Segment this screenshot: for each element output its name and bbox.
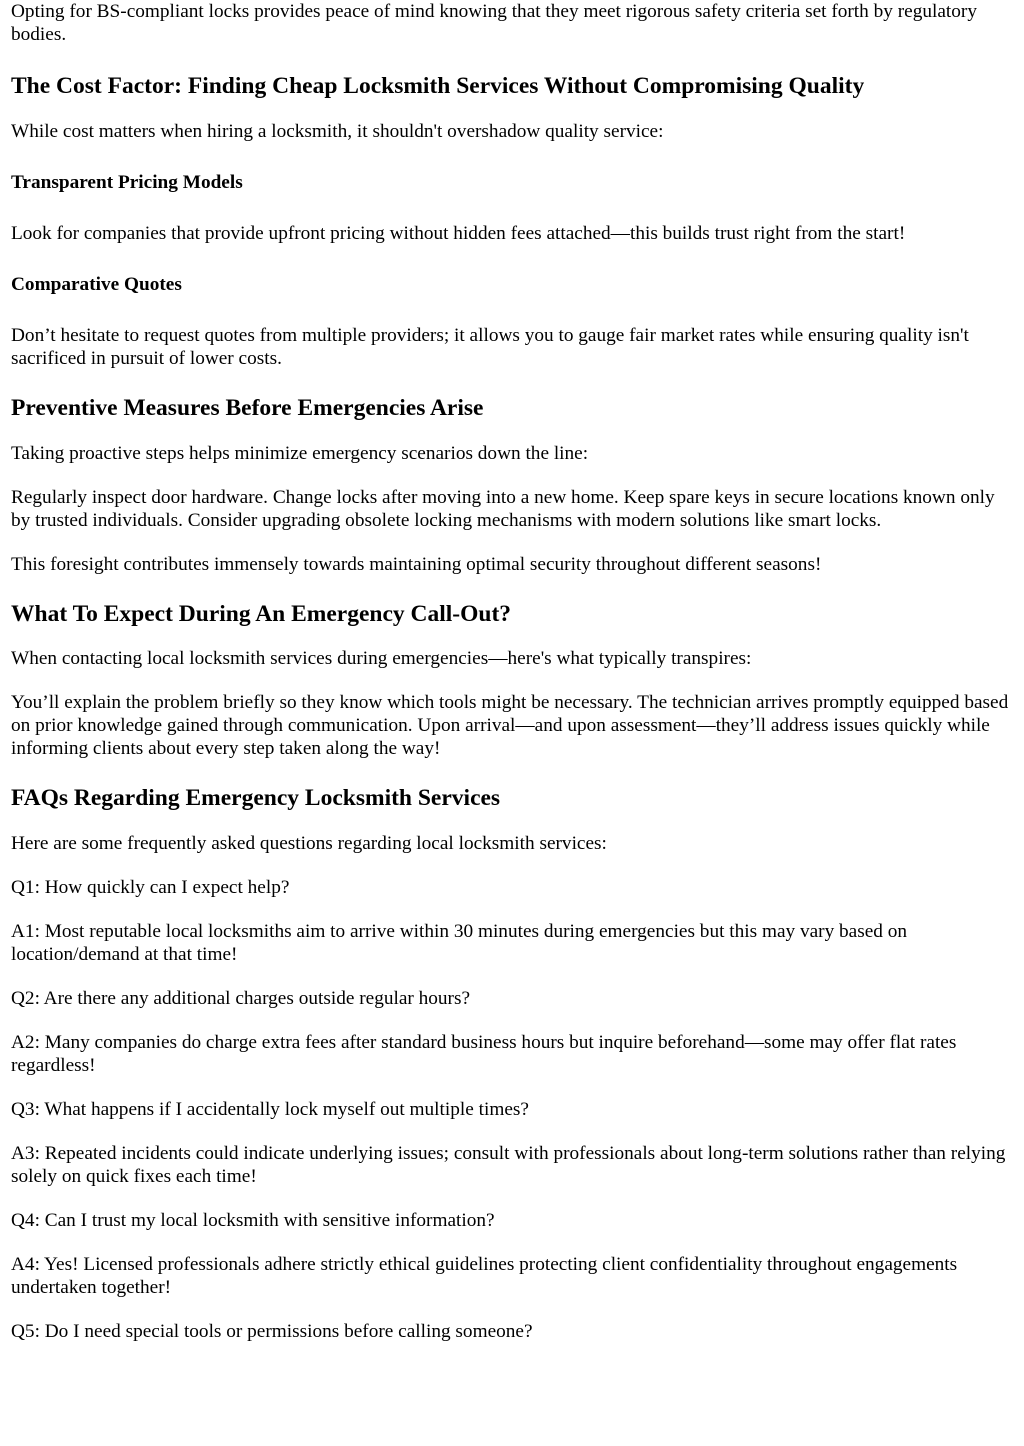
transparent-pricing-heading: Transparent Pricing Models — [11, 172, 243, 193]
faq-answer-2: A2: Many companies do charge extra fees after standard business hours but inquire beforehand—some may offer flat rates regardless! — [11, 1032, 957, 1076]
preventive-section-list: Regularly inspect door hardware. Change locks after moving into a new home. Keep spare keys in secure locations known only by trusted individuals. Consider upgrading obsolete locking mechanisms with modern solutions like smart locks. — [11, 487, 995, 531]
faq-section-heading: FAQs Regarding Emergency Locksmith Services — [11, 785, 501, 811]
preventive-section-closing: This foresight contributes immensely towards maintaining optimal security throughout different seasons! — [11, 554, 822, 575]
faq-question-1: Q1: How quickly can I expect help? — [11, 877, 290, 898]
faq-question-4: Q4: Can I trust my local locksmith with sensitive information? — [11, 1210, 495, 1231]
intro-paragraph: Opting for BS-compliant locks provides peace of mind knowing that they meet rigorous safety criteria set forth by regulatory bodies. — [11, 1, 977, 45]
faq-section-intro: Here are some frequently asked questions regarding local locksmith services: — [11, 833, 607, 854]
comparative-quotes-text: Don’t hesitate to request quotes from multiple providers; it allows you to gauge fair market rates while ensuring quality isn't sacrificed in pursuit of lower costs. — [11, 325, 969, 369]
faq-question-2: Q2: Are there any additional charges outside regular hours? — [11, 988, 471, 1009]
transparent-pricing-text: Look for companies that provide upfront pricing without hidden fees attached—this builds trust right from the start! — [11, 223, 906, 244]
callout-section-heading: What To Expect During An Emergency Call-Out? — [11, 601, 512, 627]
cost-section-intro: While cost matters when hiring a locksmith, it shouldn't overshadow quality service: — [11, 121, 664, 142]
faq-question-5: Q5: Do I need special tools or permissions before calling someone? — [11, 1321, 533, 1342]
callout-section-steps: You’ll explain the problem briefly so they know which tools might be necessary. The technician arrives promptly equipped based on prior knowledge gained through communication. Upon arrival—and upon assessment—they’ll address issues quickly while informing clients about every step taken along the way! — [11, 692, 1009, 759]
cost-section-heading: The Cost Factor: Finding Cheap Locksmith Services Without Compromising Quality — [11, 73, 865, 99]
preventive-section-heading: Preventive Measures Before Emergencies Arise — [11, 395, 484, 421]
faq-question-3: Q3: What happens if I accidentally lock myself out multiple times? — [11, 1099, 529, 1120]
callout-section-intro: When contacting local locksmith services during emergencies—here's what typically transpires: — [11, 648, 752, 669]
comparative-quotes-heading: Comparative Quotes — [11, 274, 182, 295]
faq-answer-1: A1: Most reputable local locksmiths aim to arrive within 30 minutes during emergencies but this may vary based on location/demand at that time! — [11, 921, 908, 965]
faq-answer-3: A3: Repeated incidents could indicate underlying issues; consult with professionals about long-term solutions rather than relying solely on quick fixes each time! — [11, 1143, 1006, 1187]
preventive-section-intro: Taking proactive steps helps minimize emergency scenarios down the line: — [11, 443, 589, 464]
faq-answer-4: A4: Yes! Licensed professionals adhere strictly ethical guidelines protecting client confidentiality throughout engagements undertaken together! — [11, 1254, 958, 1298]
